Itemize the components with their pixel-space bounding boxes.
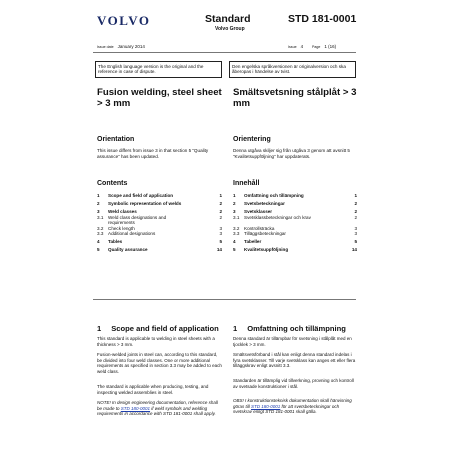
toc-sv bbox=[233, 193, 357, 255]
toc-entry[interactable]: 3.1 Weld class designations and requirements 2 bbox=[97, 214, 222, 225]
title-en: Fusion welding, steel sheet > 3 mm bbox=[97, 87, 222, 109]
toc-entry[interactable]: 1 Omfattning och tillämpning 1 bbox=[233, 193, 357, 198]
language-notice-sv: Den engelska språkversionen är originalversion och ska åberopas i händelse av tvist. bbox=[229, 61, 356, 78]
scope-heading-en: 1 Scope and field of application bbox=[97, 324, 219, 333]
scope-p3-en: The standard is applicable when producing, testing, and inspecting welded assemblies in steel. bbox=[97, 384, 209, 395]
orientation-heading-sv: Orientering bbox=[233, 136, 271, 143]
toc-entry[interactable]: 5 Kvalitetsuppföljning 14 bbox=[233, 247, 357, 253]
scope-p1-en: This standard is applicable to welding in steel sheets with a thickness > 3 mm. bbox=[97, 336, 215, 347]
std-180-0001-link[interactable]: STD 180-0001 bbox=[120, 405, 151, 411]
toc-entry[interactable]: 3.3 Additional designations 3 bbox=[97, 231, 222, 237]
scope-note-en: NOTE! In design engineering documentation, reference shall be made to STD 180-0001 if weld symbols and welding requirements in accordance with STD 181-0001 shall apply. bbox=[97, 400, 218, 417]
orientation-text-sv: Denna utgåva skiljer sig från utgåva 3 genom att avsnitt 5 ”Kvalitetsuppföljning” har uppdaterats. bbox=[233, 148, 350, 159]
toc-entry[interactable]: 4 Tables 5 bbox=[97, 239, 222, 245]
title-sv: Smältsvetsning stålplåt > 3 mm bbox=[233, 87, 357, 109]
orientation-text-en: This issue differs from issue 3 in that section 5 “Quality assurance” has been updated. bbox=[97, 148, 209, 159]
toc-entry[interactable]: 3 Svetsklasser 2 bbox=[233, 209, 357, 214]
toc-en bbox=[97, 193, 222, 255]
orientation-heading-en: Orientation bbox=[97, 136, 135, 143]
header-divider bbox=[93, 52, 356, 53]
toc-entry[interactable]: 3.2 Check length 3 bbox=[97, 225, 222, 231]
toc-entry[interactable]: 3 Weld classes 2 bbox=[97, 209, 222, 214]
scope-note-sv: OBS! I konstruktionsteknisk dokumentation skall hänvisning göras till STD 180-0001 för att svetsbeteckningar och svetskrav enligt STD 181-0001 skall gälla. bbox=[233, 398, 352, 415]
doc-type: Standard bbox=[205, 13, 251, 25]
group-name: Volvo Group bbox=[215, 26, 245, 32]
issue-number: Issue 4 bbox=[288, 44, 304, 49]
scope-p1-sv: Denna standard är tillämpbar för svetsning i stålplåt med en tjocklek > 3 mm. bbox=[233, 336, 352, 347]
scope-p2-sv: Smältsvetsförband i stål kan enligt denna standard indelas i fyra svetsklasser. Till varje svetsklass kan anges ett eller flera tilläggskrav enligt avsnitt 3.3. bbox=[233, 352, 356, 369]
toc-entry[interactable]: 3.3 Tilläggsbeteckningar 3 bbox=[233, 231, 357, 237]
std-180-0001-link[interactable]: STD 180-0001 bbox=[251, 403, 281, 409]
section-divider bbox=[93, 299, 356, 300]
contents-heading-sv: Innehåll bbox=[233, 180, 260, 187]
toc-entry[interactable]: 2 Symbolic representation of welds 2 bbox=[97, 201, 222, 206]
scope-p3-sv: Standarden är tillämplig vid tillverkning, provning och kontroll av svetsade konstruktioner i stål. bbox=[233, 378, 354, 389]
toc-entry[interactable]: 1 Scope and field of application 1 bbox=[97, 193, 222, 198]
toc-entry[interactable]: 3.2 Kontrollsträcka 3 bbox=[233, 225, 357, 231]
scope-heading-sv: 1 Omfattning och tillämpning bbox=[233, 324, 346, 333]
standard-number: STD 181-0001 bbox=[288, 13, 357, 25]
page-number: Page 1 (16) bbox=[312, 44, 337, 49]
toc-entry[interactable]: 2 Svetsbeteckningar 2 bbox=[233, 201, 357, 206]
contents-heading-en: Contents bbox=[97, 180, 128, 187]
scope-p2-en: Fusion-welded joints in steel can, according to this standard, be divided into four weld classes. One or more additional requirements as specified in section 3.3 may be added to each weld class. bbox=[97, 352, 222, 374]
language-notice-en: The English language version is the original and the reference in case of dispute. bbox=[95, 61, 222, 78]
issue-date: Issue date January 2014 bbox=[97, 44, 145, 49]
volvo-logo: VOLVO bbox=[97, 13, 151, 28]
toc-entry[interactable]: 3.1 Svetsklassbeteckningar och krav 2 bbox=[233, 214, 357, 220]
toc-entry[interactable]: 4 Tabeller 5 bbox=[233, 239, 357, 245]
toc-entry[interactable]: 5 Quality assurance 14 bbox=[97, 247, 222, 253]
